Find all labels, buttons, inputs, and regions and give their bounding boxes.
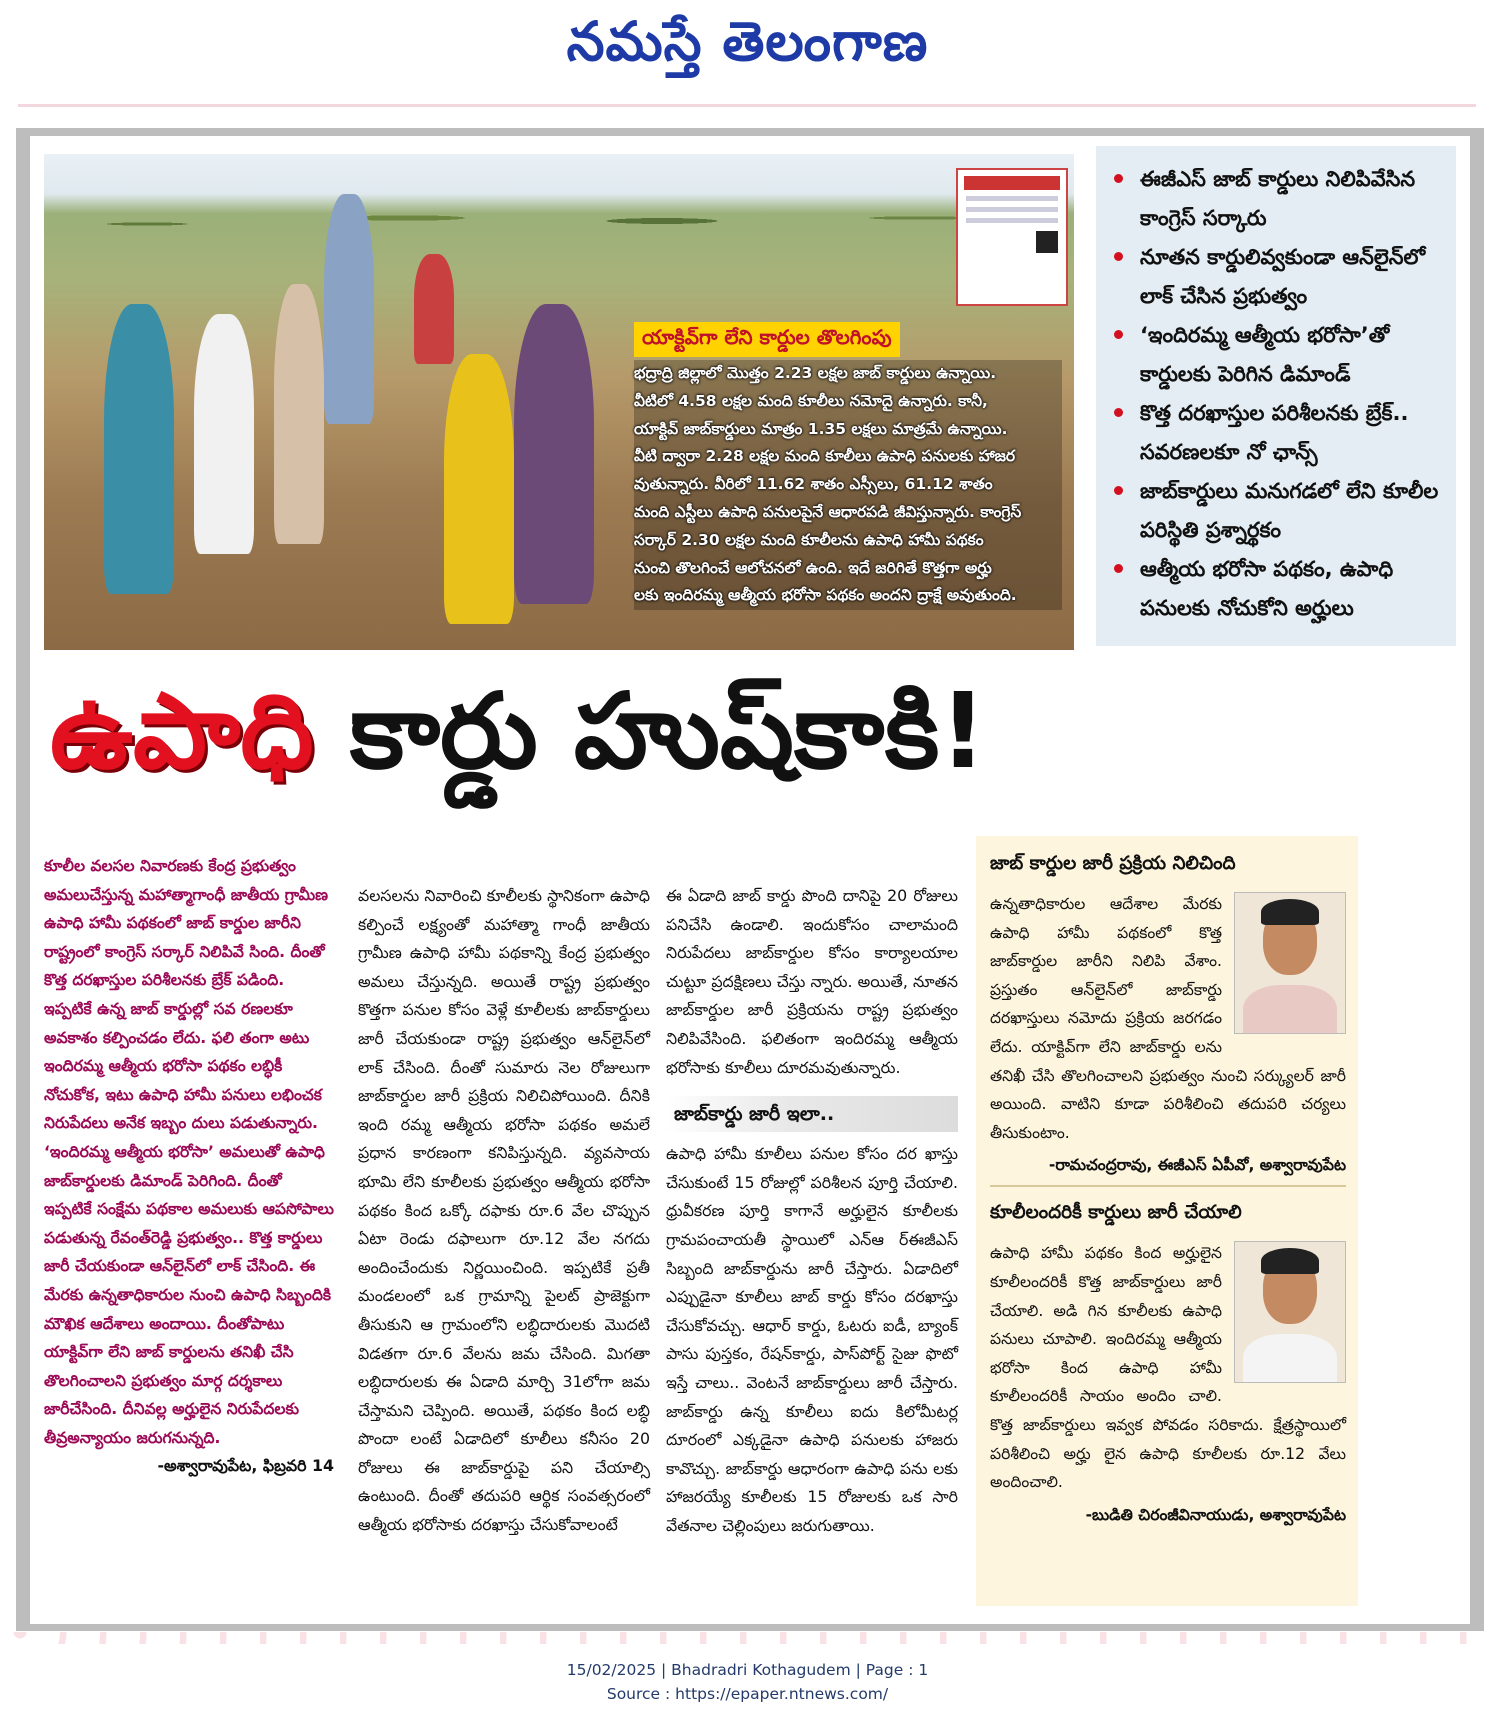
masthead-title: నమస్తే తెలంగాణ (566, 10, 929, 73)
highlight-item: కొత్త దరఖాస్తుల పరిశీలనకు బ్రేక్‌.. సవరణలకూ నో ఛాన్స్‌ (1108, 394, 1446, 472)
article-column-3 (666, 882, 958, 1540)
quotes-box (976, 836, 1358, 1606)
column-1-text: కూలీల వలసల నివారణకు కేంద్ర ప్రభుత్వం అమలుచేస్తున్న మహాత్మాగాంధీ జాతీయ గ్రామీణ ఉపాధి హామీ పథకంలో జాబ్‌ కార్డుల జారీని రాష్ట్రంలో కాంగ్రెస్‌ సర్కార్‌ నిలిపివే సింది. దీంతో కొత్త దరఖాస్తుల పరిశీలనకు బ్రేక్‌ పడింది. ఇప్పటికే ఉన్న జాబ్‌ కార్డుల్లో సవ రణలకూ అవకాశం కల్పించడం లేదు. ఫలి తంగా అటు ఇందిరమ్మ ఆత్మీయ భరోసా పథకం లబ్ధికీ నోచుకోక, ఇటు ఉపాధి హామీ పనులు లభించక నిరుపేదలు అనేక ఇబ్బం దులు పడుతున్నారు. ‘ఇందిరమ్మ ఆత్మీయ భరోసా’ అమలుతో ఉపాధి జాబ్‌కార్డులకు డిమాండ్‌ పెరిగింది. దీంతో ఇప్పటికే సంక్షేమ పథకాల అమలుకు ఆపసోపాలు పడుతున్న రేవంత్‌రెడ్డి ప్రభుత్వం.. కొత్త కార్డులు జారీ చేయకుండా ఆన్‌లైన్‌లో లాక్‌ చేసింది. ఈ మేరకు ఉన్నతాధికారుల నుంచి ఉపాధి సిబ్బందికి మౌఖిక ఆదేశాలు అందాయి. దీంతోపాటు యాక్టివ్‌గా లేని జాబ్‌ కార్డులను తనిఖీ చేసి తొలగించాలని ప్రభుత్వం మార్గ దర్శకాలు జారీచేసింది. దీనివల్ల అర్హులైన నిరుపేదలకు తీవ్రఅన్యాయం జరుగనున్నది. (44, 857, 334, 1447)
article-column-1 (44, 852, 334, 1481)
caption-line: వీటిలో 4.58 లక్షల మంది కూలీలు నమోదై ఉన్నారు. కానీ, (634, 388, 1062, 416)
column-3-text-2: ఉపాధి హామీ కూలీలు పనుల కోసం దర ఖాస్తు చేసుకుంటే 15 రోజుల్లో పరిశీలన పూర్తి చేయాలి. ధ్రువీకరణ పూర్తి కాగానే అర్హులైన కూలీలకు గ్రామపంచాయతీ స్థాయిలో ఎన్‌ఆ ర్‌ఈజీఎస్‌ సిబ్బంది జాబ్‌కార్డును జారీ చేస్తారు. ఏడాదిలో ఎప్పుడైనా కూలీలు జాబ్‌ కార్డు కోసం దరఖాస్తు చేసుకోవచ్చు. ఆధార్‌ కార్డు, ఓటరు ఐడీ, బ్యాంక్‌ పాసు పుస్తకం, రేషన్‌కార్డు, పాస్‌పోర్ట్‌ సైజు ఫొటో ఇస్తే చాలు.. వెంటనే జాబ్‌కార్డులు జారీ చేస్తారు. జాబ్‌కార్డు ఉన్న కూలీలు ఐదు కిలోమీటర్ల దూరంలో ఎక్కడైనా ఉపాధి పనులకు హాజరు కావొచ్చు. జాబ్‌కార్డు ఆధారంగా ఉపాధి పను లకు హాజరయ్యే కూలీలకు 15 రోజులకు ఒక సారి వేతనాల చెల్లింపులు జరుగుతాయి. (666, 1144, 958, 1535)
bullet-icon (1114, 174, 1123, 183)
quote-2-signature: -బుడితి చిరంజీవినాయుడు, అశ్వారావుపేట (1085, 1505, 1346, 1524)
column-2-text: వలసలను నివారించి కూలీలకు స్థానికంగా ఉపాధి కల్పించే లక్ష్యంతో మహాత్మా గాంధీ జాతీయ గ్రామీణ ఉపాధి హామీ పథకాన్ని కేంద్ర ప్రభుత్వం అమలు చేస్తున్నది. అయితే రాష్ట్ర ప్రభుత్వం కొత్తగా పనుల కోసం వెళ్లే కూలీలకు జాబ్‌కార్డులు జారీ చేయకుండా రాష్ట్ర ప్రభుత్వం ఆన్‌లైన్‌లో లాక్‌ చేసింది. దీంతో సుమారు నెల రోజులుగా జాబ్‌కార్డుల జారీ ప్రక్రియ నిలిచిపోయింది. దీనికి ఇంది రమ్మ ఆత్మీయ భరోసా పథకం అమలే ప్రధాన కారణంగా కనిపిస్తున్నది. వ్యవసాయ భూమి లేని కూలీలకు ప్రభుత్వం ఆత్మీయ భరోసా పథకం కింద ఒక్కో దఫాకు రూ.6 వేల చొప్పున ఏటా రెండు దఫాలుగా రూ.12 వేల నగదు అందించేందుకు నిర్ణయించింది. ఇప్పటికే ప్రతీ మండలంలో ఒక గ్రామాన్ని పైలట్‌ ప్రాజెక్టుగా తీసుకుని ఆ గ్రామంలోని లబ్ధిదారులకు మొదటి విడతగా రూ.6 వేలను జమ చేసింది. మిగతా లబ్ధిదారులకు ఈ ఏడాది మార్చి 31లోగా జమ చేస్తామని చెప్పింది. అయితే, పథకం కింద లబ్ధి పొందా లంటే ఏడాదిలో కూలీలు కనీసం 20 రోజులు ఈ జాబ్‌కార్డుపై పని చేయాల్సి ఉంటుంది. దీంతో తదుపరి ఆర్థిక సంవత్సరంలో ఆత్మీయ భరోసాకు దరఖాస్తు చేసుకోవాలంటే (358, 886, 650, 1535)
quote-2-title: కూలీలందరికీ కార్డులు జారీ చేయాలి (990, 1202, 1242, 1224)
bullet-icon (1114, 408, 1123, 417)
caption-line: సర్కార్‌ 2.30 లక్షల మంది కూలీలను ఉపాధి హామీ పథకం (634, 527, 1062, 555)
photo-tag: యాక్టివ్‌గా లేని కార్డుల తొలగింపు (634, 322, 900, 357)
caption-line: యాక్టివ్‌ జాబ్‌కార్డులు మాత్రం 1.35 లక్షలు మాత్రమే ఉన్నాయి. (634, 416, 1062, 444)
dateline: -అశ్వారావుపేట, ఫిబ్రవరి 14 (157, 1456, 334, 1476)
caption-line: నుంచి తొలగించే ఆలోచనలో ఉంది. ఇదే జరిగితే కొత్తగా అర్హు (634, 555, 1062, 583)
headline-black: కార్డు హుష్‌కాకి! (349, 670, 987, 792)
job-card-image (956, 168, 1068, 306)
page-footer (0, 1658, 1495, 1706)
caption-line: మంది ఎస్టీలు ఉపాధి పనులపైనే ఆధారపడి జీవిస్తున్నారు. కాంగ్రెస్‌ (634, 499, 1062, 527)
footer-source-link[interactable]: Source : https://epaper.ntnews.com/ (606, 1685, 889, 1703)
caption-line: లకు ఇందిరమ్మ ఆత్మీయ భరోసా పథకం అందని ద్రాక్షే అవుతుంది. (634, 582, 1062, 610)
quote-1-text: ఉన్నతాధికారుల ఆదేశాల మేరకు ఉపాధి హామీ పథకంలో కొత్త జాబ్‌కార్డుల జారీని నిలిపి వేశాం. ప్రస్తుతం ఆన్‌లైన్‌లో జాబ్‌కార్డు దరఖాస్తులు నమోదు ప్రక్రియ జరగడం లేదు. యాక్టివ్‌గా లేని జాబ్‌కార్డు లను తనిఖీ చేసి తొలగించాలని ప్రభుత్వం నుంచి సర్క్యులర్‌ జారీ అయింది. వాటిని కూడా పరిశీలించి తదుపరి చర్యలు తీసుకుంటాం. (990, 895, 1346, 1142)
highlight-item: నూతన కార్డులివ్వకుండా ఆన్‌లైన్‌లో లాక్‌ చేసిన ప్రభుత్వం (1108, 238, 1446, 316)
article-column-2 (358, 882, 650, 1540)
quote-2-text: ఉపాధి హామీ పథకం కింద అర్హులైన కూలీలందరికీ కొత్త జాబ్‌కార్డులు జారీ చేయాలి. అడి గిన కూలీలకు ఉపాధి పనులు చూపాలి. ఇందిరమ్మ ఆత్మీయ భరోసా కింద ఉపాధి హామీ కూలీలందరికీ సాయం అందిం చాలి. కొత్త జాబ్‌కార్డులు ఇవ్వక పోవడం సరికాదు. క్షేత్రస్థాయిలో పరిశీలించి అర్హు లైన ఉపాధి కూలీలకు రూ.12 వేలు అందించాలి. (990, 1244, 1346, 1492)
bullet-icon (1114, 330, 1123, 339)
news-photo (44, 154, 1074, 650)
photo-caption (634, 360, 1062, 610)
highlight-item: ఆత్మీయ భరోసా పథకం, ఉపాధి పనులకు నోచుకోని అర్హులు (1108, 550, 1446, 628)
official-photo (1234, 892, 1346, 1034)
column-3-text: ఈ ఏడాది జాబ్‌ కార్డు పొంది దానిపై 20 రోజులు పనిచేసి ఉండాలి. ఇందుకోసం చాలామంది నిరుపేదలు జాబ్‌కార్డుల కోసం కార్యాలయాల చుట్టూ ప్రదక్షిణలు చేస్తు న్నారు. అయితే, నూతన జాబ్‌కార్డుల జారీ ప్రక్రియను రాష్ట్ర ప్రభుత్వం నిలిపివేసింది. ఫలితంగా ఇందిరమ్మ ఆత్మీయ భరోసాకు కూలీలు దూరమవుతున్నారు. (666, 886, 958, 1077)
newspaper-page (30, 136, 1470, 1624)
caption-line: వుతున్నారు. వీరిలో 11.62 శాతం ఎస్సీలు, 61.12 శాతం (634, 471, 1062, 499)
bullet-icon (1114, 564, 1123, 573)
quote-1-title: జాబ్‌ కార్డుల జారీ ప్రక్రియ నిలిచింది (990, 853, 1236, 874)
masthead-divider (18, 104, 1476, 107)
subheading: జాబ్‌కార్డు జారీ ఇలా.. (666, 1096, 958, 1132)
caption-line: భద్రాద్రి జిల్లాలో మొత్తం 2.23 లక్షల జాబ్‌ కార్డులు ఉన్నాయి. (634, 360, 1062, 388)
bullet-icon (1114, 486, 1123, 495)
quote-1-signature: -రామచంద్రరావు, ఈజీఎస్‌ ఏపీవో, అశ్వారావుపేట (1048, 1156, 1346, 1175)
box-divider (990, 1185, 1346, 1187)
headline (50, 656, 1460, 806)
highlight-item: ఈజీఎస్‌ జాబ్‌ కార్డులు నిలిపివేసిన కాంగ్రెస్‌ సర్కారు (1108, 160, 1446, 238)
footer-date-line: 15/02/2025 | Bhadradri Kothagudem | Page : 1 (566, 1661, 929, 1679)
highlight-item: ‘ఇందిరమ్మ ఆత్మీయ భరోసా’తో కార్డులకు పెరిగిన డిమాండ్‌ (1108, 316, 1446, 394)
leader-photo (1234, 1241, 1346, 1383)
highlights-sidebar (1096, 146, 1456, 646)
highlight-item: జాబ్‌కార్డులు మనుగడలో లేని కూలీల పరిస్థితి ప్రశ్నార్థకం (1108, 472, 1446, 550)
headline-red: ఉపాధి (50, 670, 314, 792)
footer-decoration (0, 1632, 1495, 1644)
caption-line: వీటి ద్వారా 2.28 లక్షల మంది కూలీలు ఉపాధి పనులకు హాజర (634, 443, 1062, 471)
bullet-icon (1114, 252, 1123, 261)
